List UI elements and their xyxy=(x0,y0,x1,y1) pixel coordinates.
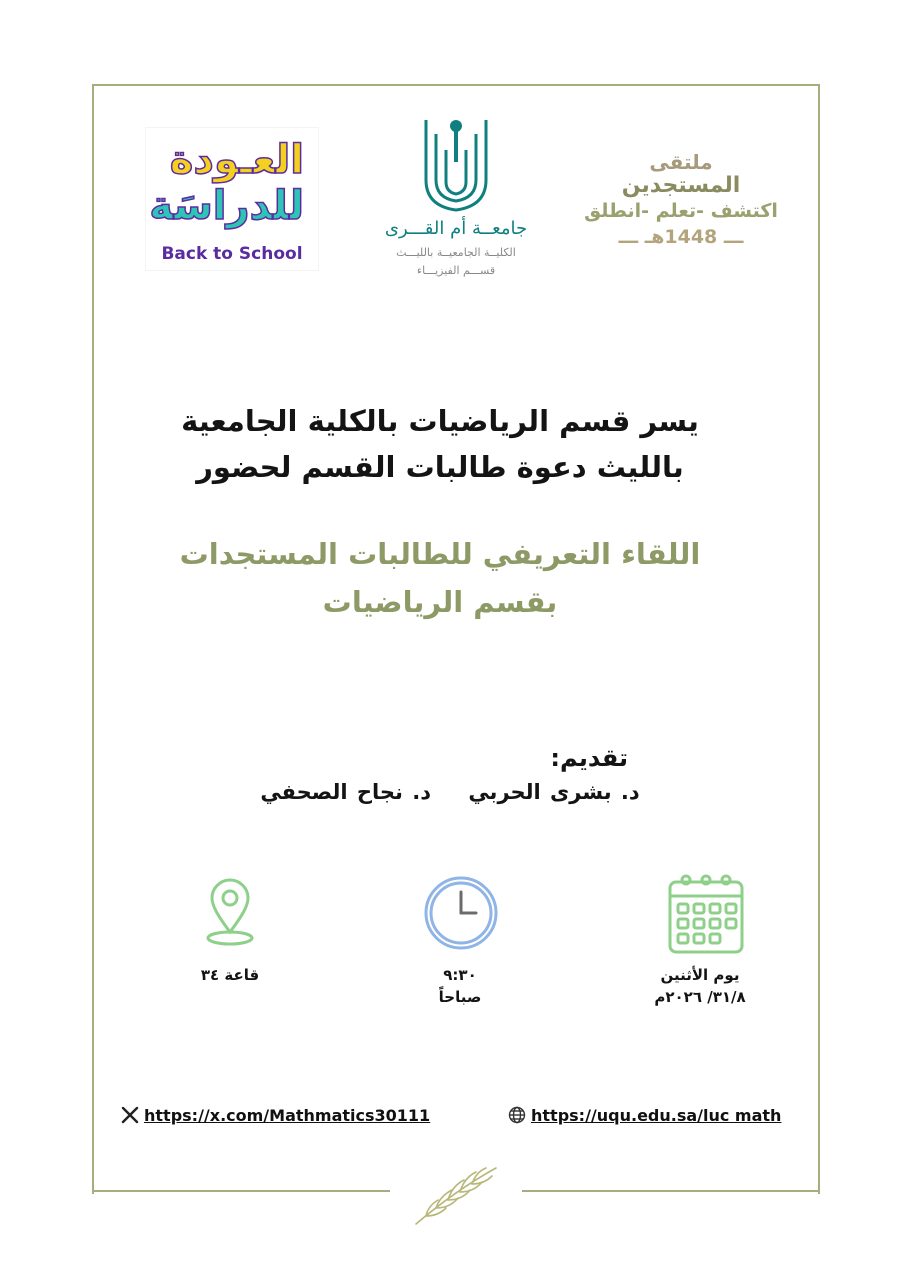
invitation-text xyxy=(130,398,750,490)
forum-line2: المستجدين xyxy=(621,173,741,198)
event-date xyxy=(640,964,760,1008)
location-pin-icon xyxy=(200,876,260,948)
calendar-icon xyxy=(666,872,746,956)
forum-line3: اكتشف -تعلم -انطلق xyxy=(584,200,778,222)
x-link[interactable]: https://x.com/Mathmatics30111 xyxy=(144,1105,431,1125)
back-to-school-logo xyxy=(146,128,318,270)
frame-bottom-right xyxy=(522,1190,820,1192)
invitation-line1: يسر قسم الرياضيات بالكلية الجامعية xyxy=(181,404,699,438)
presenters-label: تقديم: xyxy=(550,744,628,772)
site-link[interactable]: https://uqu.edu.sa/luc math xyxy=(531,1105,782,1125)
date-day: يوم الأثنين xyxy=(660,966,740,984)
forum-line4: ـــ 1448هـ ـــ xyxy=(618,226,744,248)
date-value: ٣١/٨/ ٢٠٢٦م xyxy=(654,988,746,1006)
event-title-line2: بقسم الرياضيات xyxy=(322,585,558,619)
presenter-name: د. بشرى الحربي xyxy=(468,780,640,804)
time-value: ٩:٣٠ xyxy=(443,966,477,984)
bts-arabic-line2: للدراسَة xyxy=(149,183,304,229)
event-time xyxy=(400,964,520,1008)
forum-line1: ملتقى xyxy=(649,150,713,174)
university-emblem-icon xyxy=(366,110,546,218)
time-period: صباحاً xyxy=(438,988,482,1006)
presenters xyxy=(220,744,680,804)
invitation-line2: بالليث دعوة طالبات القسم لحضور xyxy=(196,450,684,484)
x-link-row[interactable] xyxy=(120,1102,430,1128)
bts-arabic-line1: العـودة xyxy=(169,137,304,183)
site-link-row[interactable] xyxy=(507,1102,781,1128)
event-location: قاعة ٣٤ xyxy=(200,966,260,984)
globe-icon xyxy=(507,1105,527,1125)
university-name: جامعــة أم القـــرى xyxy=(384,218,528,239)
event-title xyxy=(130,530,750,626)
x-logo-icon xyxy=(120,1105,140,1125)
forum-logo xyxy=(566,150,796,260)
event-title-line1: اللقاء التعريفي للطالبات المستجدات xyxy=(179,537,701,571)
palm-leaf-icon xyxy=(406,1160,506,1230)
bts-english: Back to School xyxy=(161,244,303,264)
presenters-names xyxy=(220,780,680,804)
frame-bottom-left xyxy=(92,1190,390,1192)
presenter-name: د. نجاح الصحفي xyxy=(260,780,431,804)
university-logo xyxy=(366,110,546,284)
university-college: الكليــة الجامعيــة بالليـــث xyxy=(396,246,516,259)
clock-icon xyxy=(422,874,500,952)
university-department: قســـم الفيزيـــاء xyxy=(416,264,496,277)
